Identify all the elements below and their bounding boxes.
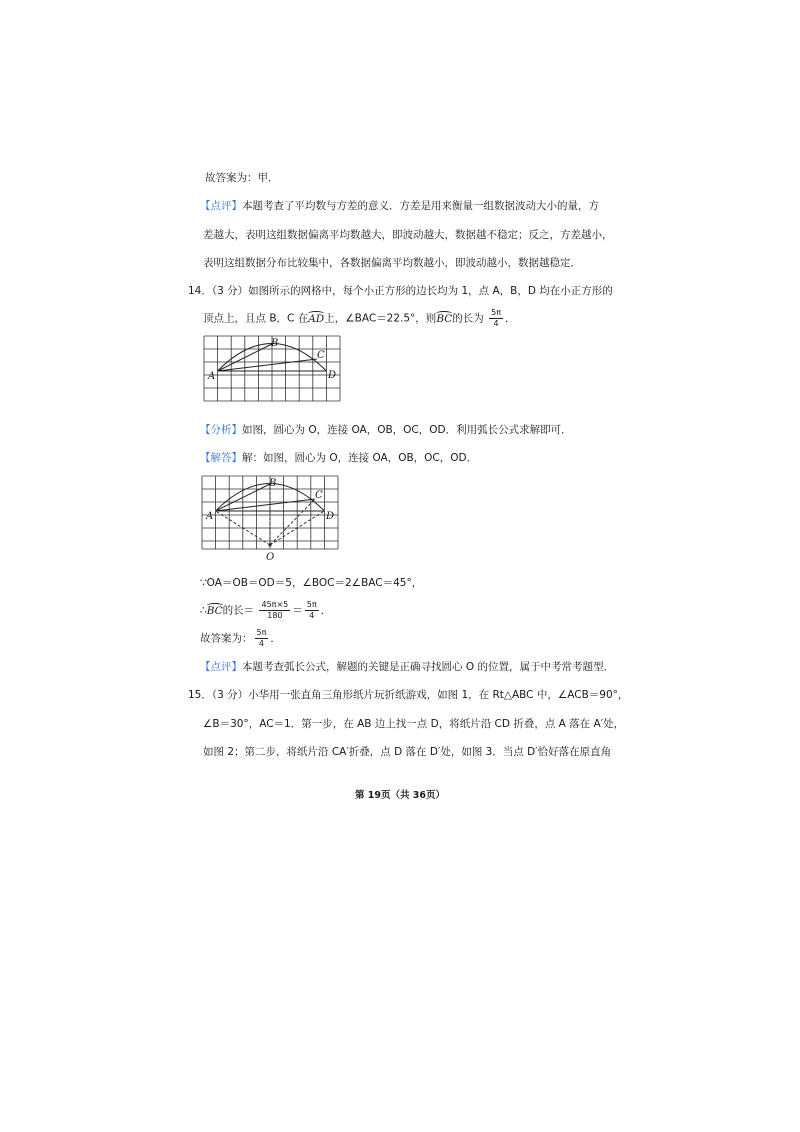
solution-step-2 [200,600,331,621]
fraction-2-numerator: 5π [306,600,317,609]
therefore-symbol: ∴ [200,604,207,617]
figure-1-grid [200,334,345,410]
question-15-line-1: 15．（3 分）小华用一张直角三角形纸片玩折纸游戏，如图 1，在 Rt△ABC 中，∠ACB＝90°， [188,689,629,701]
step-2-end: ． [320,604,332,617]
analysis-text: 如图，圆心为 O，连接 OA，OB，OC，OD．利用弧长公式求解即可． [242,424,572,436]
fraction-1-denominator: 180 [267,611,283,620]
label-d-2: D [326,511,335,522]
arc-bc: BC [436,312,453,325]
figure-2-grid [198,474,343,564]
solution-tag: 【解答】 [200,452,242,464]
center-point-o [269,544,272,547]
segment-ac-2 [216,499,315,511]
q14-text-b: 上，∠BAC＝22.5°，则 [324,312,437,325]
answer-line: 故答案为：甲． [205,172,279,184]
comment-line-3: 表明这组数据分布比较集中，各数据偏离平均数越小，即波动越小，数据越稳定． [203,257,581,269]
question-15-line-2: ∠B＝30°，AC＝1．第一步，在 AB 边上找一点 D，将纸片沿 CD 折叠，点 A 落在 A′处， [203,718,625,730]
label-b-2: B [269,478,277,489]
page-footer: 第 19页（共 36页） [354,790,446,801]
segment-ac [218,359,317,371]
label-b: B [271,338,279,349]
analysis-line [200,422,572,437]
answer-numerator: 5π [491,308,502,317]
label-d: D [328,370,337,381]
fraction-2 [305,600,319,621]
solution-text: 解：如图，圆心为 O，连接 OA，OB，OC，OD． [242,452,478,464]
label-c: C [317,350,325,361]
solution-line [200,450,477,465]
equals-sign: ＝ [292,604,303,617]
q14-text-a: 顶点上，且点 B，C 在 [203,312,309,325]
answer-denominator: 4 [493,319,499,328]
q14-end: ． [505,312,516,325]
comment-text-1: 本题考查了平均数与方差的意义．方差是用来衡量一组数据波动大小的量，方 [242,200,599,212]
label-a: A [208,371,216,382]
final-answer-end: ． [270,632,281,645]
arc-ad: AD [308,312,325,325]
fraction-1-numerator: 45π×5 [261,600,289,609]
comment-2-tag: 【点评】 [200,661,242,673]
final-answer-label: 故答案为： [200,632,253,645]
final-answer-line [200,628,281,649]
answer-fraction [489,308,503,329]
comment-2-text: 本题考查弧长公式，解题的关键是正确寻找圆心 O 的位置，属于中考常考题型． [242,661,614,673]
comment-line-1 [200,198,599,213]
final-answer-fraction [255,628,269,649]
fraction-1 [259,600,290,621]
fraction-2-denominator: 4 [309,611,315,620]
label-a-2: A [206,511,214,522]
label-o: O [266,552,275,563]
analysis-tag: 【分析】 [200,424,242,436]
final-answer-numerator: 5π [256,628,267,637]
solution-step-1: ∵OA＝OB＝OD＝5，∠BOC＝2∠BAC＝45°， [200,577,423,589]
arc-bc-2: BC [206,604,223,617]
length-label: 的长＝ [222,604,255,617]
label-c-2: C [315,490,323,501]
question-14-line-2 [203,308,516,329]
comment-2-line [200,659,614,674]
q14-text-c: 的长为 [452,312,484,325]
final-answer-denominator: 4 [258,639,264,648]
comment-tag: 【点评】 [200,200,242,212]
question-15-line-3: 如图 2；第二步，将纸片沿 CA′折叠，点 D 落在 D′处，如图 3．当点 D′恰好落在原直角 [203,746,612,758]
question-14-line-1: 14．（3 分）如图所示的网格中，每个小正方形的边长均为 1，点 A，B，D 均在小正方形的 [188,285,613,297]
comment-line-2: 差越大，表明这组数据偏离平均数越大，即波动越大，数据越不稳定；反之，方差越小， [203,229,613,241]
